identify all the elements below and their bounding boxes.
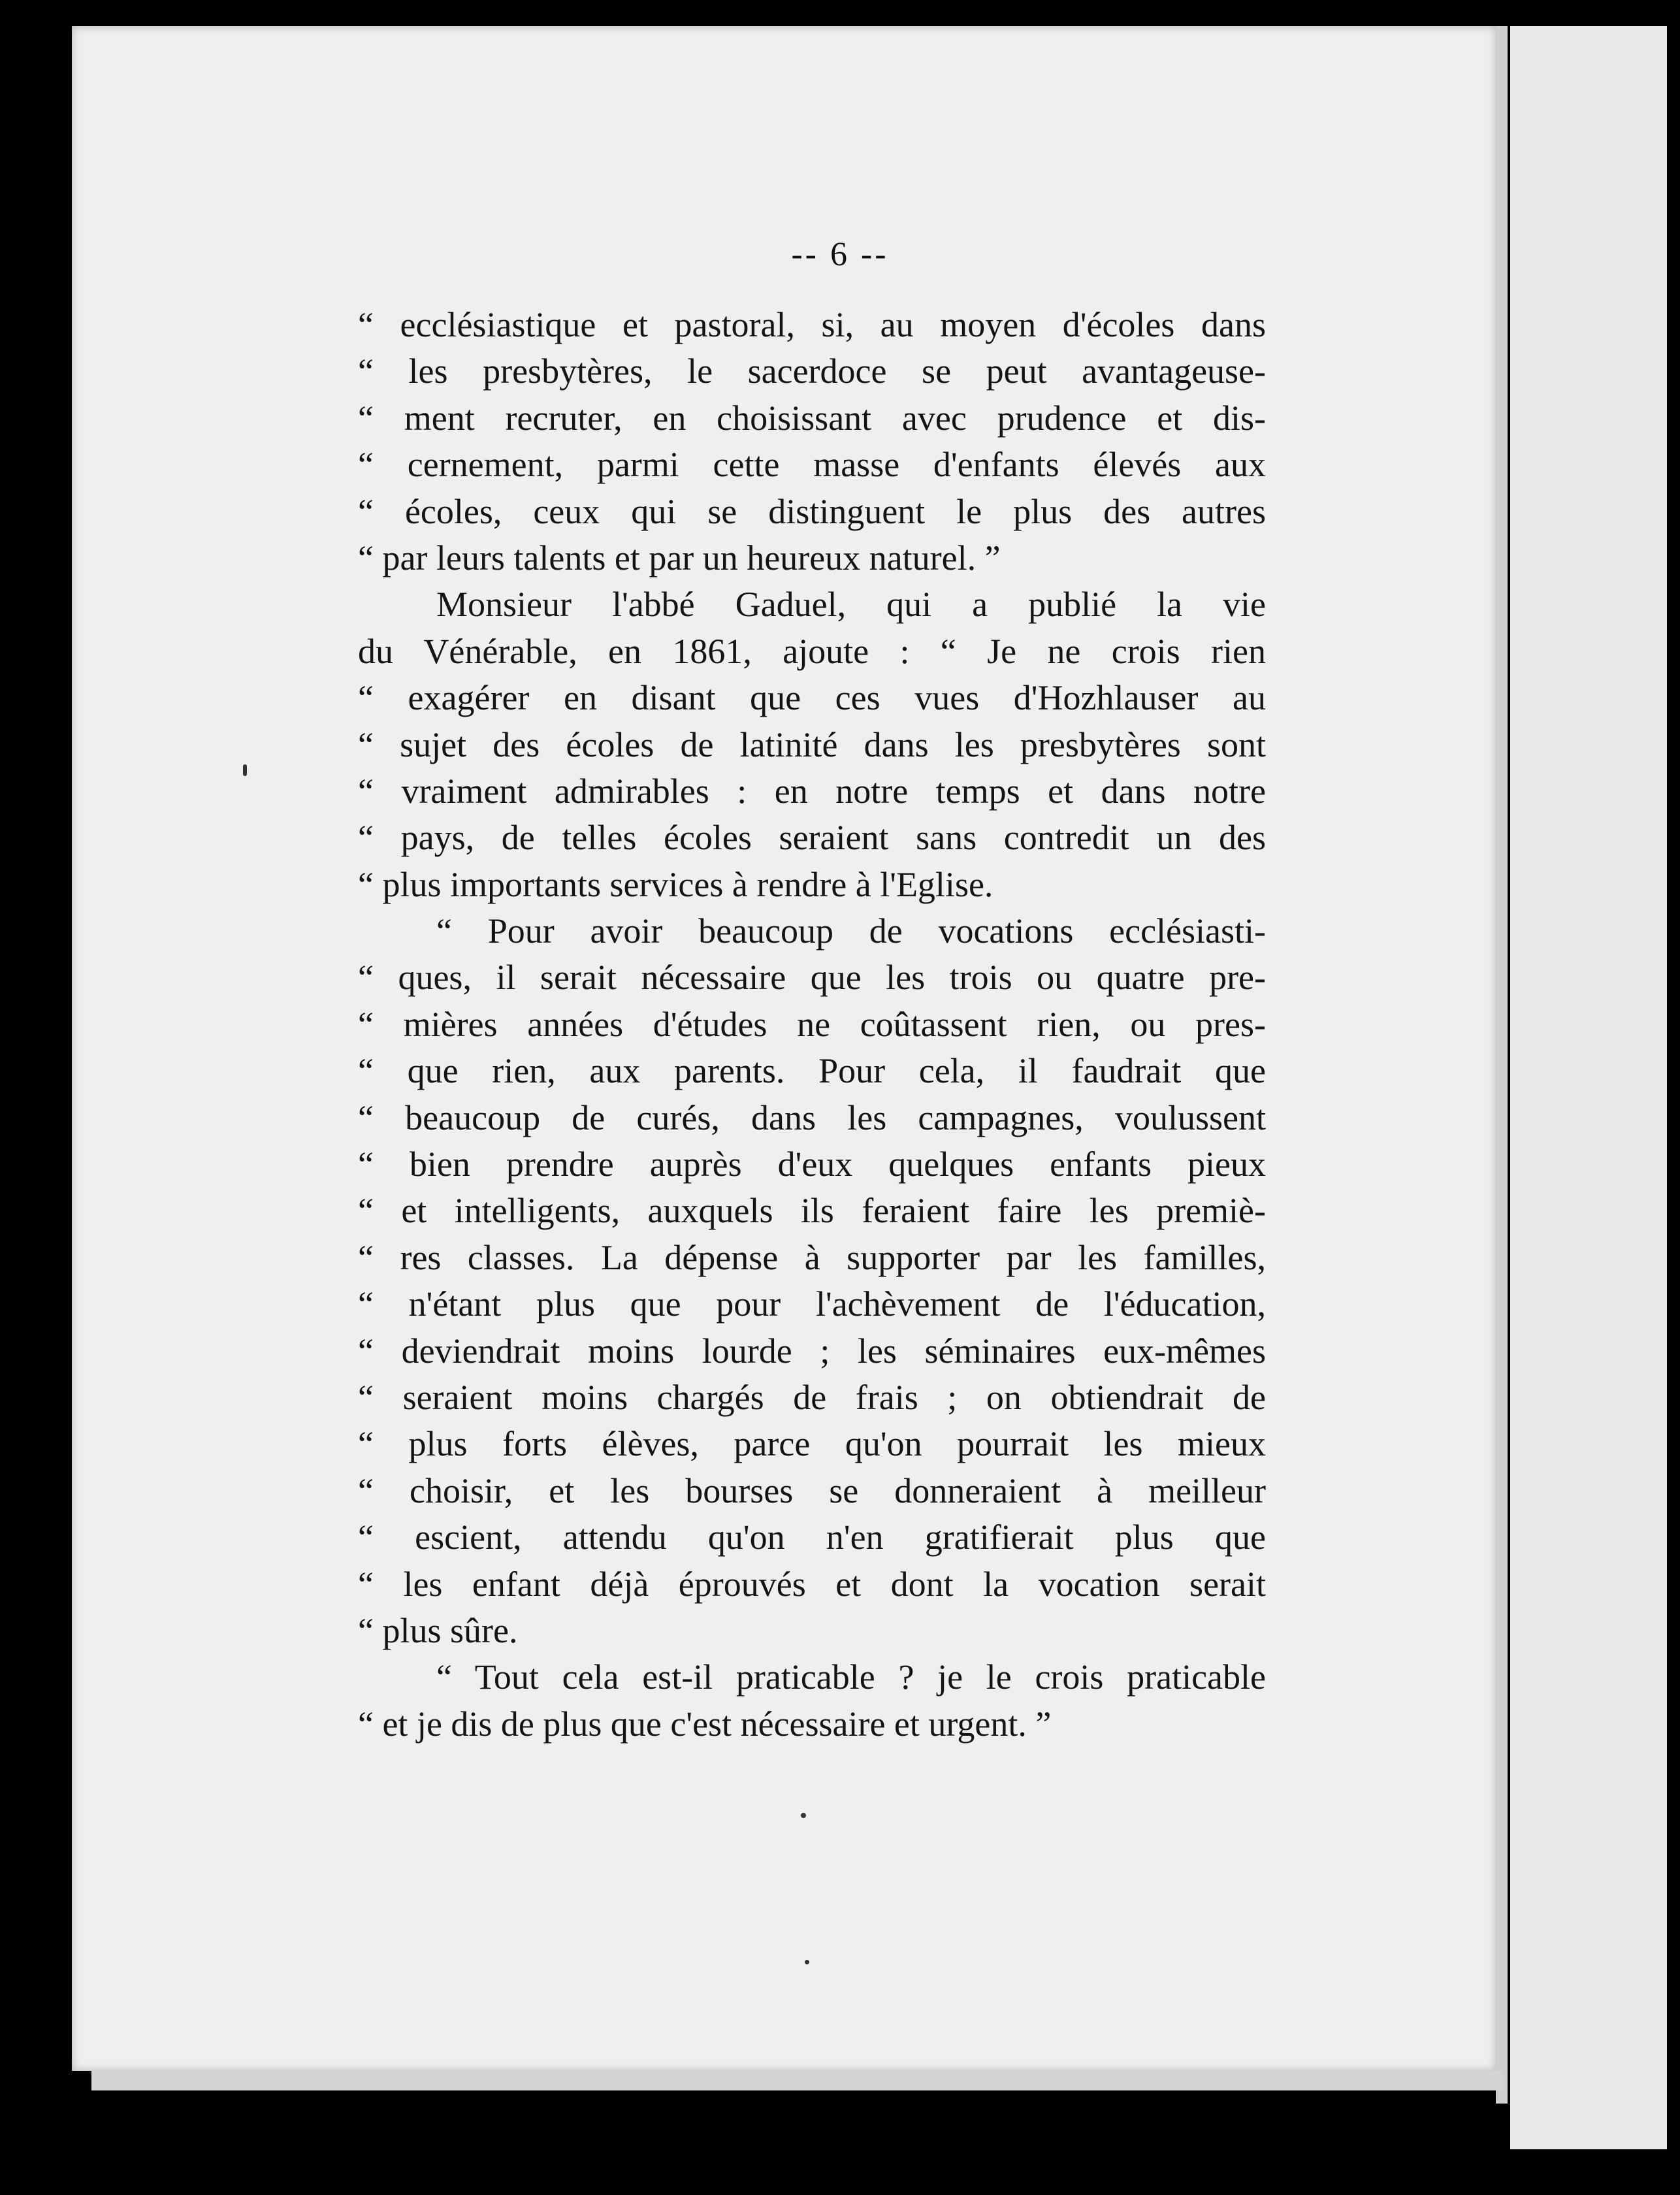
text-line: “ seraient moins chargés de frais ; on obtiendrait de [358, 1377, 1266, 1417]
scan-speck [801, 1813, 806, 1818]
text-line: “ Tout cela est-il praticable ? je le crois praticable [436, 1657, 1266, 1697]
text-line: “ plus forts élèves, parce qu'on pourrait les mieux [358, 1424, 1266, 1464]
page-bottom-edge [91, 2071, 1502, 2090]
text-line: “ Pour avoir beaucoup de vocations ecclésiasti- [436, 911, 1266, 951]
page-number: -- 6 -- [791, 236, 889, 273]
text-line: “ et intelligents, auxquels ils feraient faire les premiè- [358, 1191, 1266, 1231]
page-shadow-edge [1496, 26, 1508, 2104]
text-line: “ ment recruter, en choisissant avec prudence et dis- [358, 398, 1266, 438]
scan-speck [805, 1960, 809, 1964]
text-line: “ choisir, et les bourses se donneraient à meilleur [358, 1471, 1266, 1510]
text-line: Monsieur l'abbé Gaduel, qui a publié la vie [436, 585, 1266, 625]
text-line: “ écoles, ceux qui se distinguent le plus des autres [358, 491, 1266, 531]
text-line: “ bien prendre auprès d'eux quelques enfants pieux [358, 1145, 1266, 1184]
text-line: “ plus sûre. [358, 1610, 518, 1650]
text-line: “ les presbytères, le sacerdoce se peut avantageuse- [358, 351, 1266, 391]
text-line: “ que rien, aux parents. Pour cela, il faudrait que [358, 1051, 1266, 1091]
text-line: “ ecclésiastique et pastoral, si, au moyen d'écoles dans [358, 305, 1266, 344]
text-line: “ n'étant plus que pour l'achèvement de l'éducation, [358, 1284, 1266, 1324]
text-line: “ deviendrait moins lourde ; les séminaires eux-mêmes [358, 1331, 1266, 1371]
body-text [358, 302, 1266, 1748]
text-line: “ vraiment admirables : en notre temps et dans notre [358, 771, 1266, 811]
adjacent-page-edge [1510, 26, 1667, 2149]
text-line: “ plus importants services à rendre à l'Eglise. [358, 864, 993, 904]
text-line: “ ques, il serait nécessaire que les trois ou quatre pre- [358, 958, 1266, 998]
text-line: “ les enfant déjà éprouvés et dont la vocation serait [358, 1564, 1266, 1604]
text-line: “ cernement, parmi cette masse d'enfants élevés aux [358, 445, 1266, 485]
text-line: “ mières années d'études ne coûtassent rien, ou pres- [358, 1004, 1266, 1044]
text-line: “ sujet des écoles de latinité dans les presbytères sont [358, 724, 1266, 764]
text-line: “ pays, de telles écoles seraient sans contredit un des [358, 818, 1266, 858]
text-line: “ escient, attendu qu'on n'en gratifierait plus que [358, 1518, 1266, 1557]
scan-speck [243, 764, 247, 776]
text-line: “ res classes. La dépense à supporter par les familles, [358, 1237, 1266, 1277]
text-line: “ par leurs talents et par un heureux naturel. ” [358, 538, 1001, 577]
text-line: “ exagérer en disant que ces vues d'Hozhlauser au [358, 678, 1266, 718]
text-line: “ et je dis de plus que c'est nécessaire et urgent. ” [358, 1704, 1052, 1744]
text-line: “ beaucoup de curés, dans les campagnes, voulussent [358, 1098, 1266, 1137]
text-line: du Vénérable, en 1861, ajoute : “ Je ne crois rien [358, 631, 1266, 671]
